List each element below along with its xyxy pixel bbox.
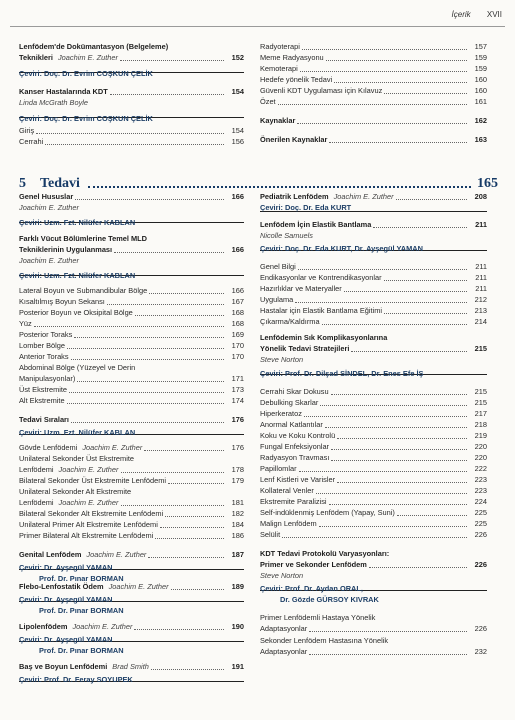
translator-credit bbox=[260, 583, 487, 594]
entry-title: Baş ve Boyun Lenfödemi bbox=[19, 662, 108, 672]
toc-entry[interactable] bbox=[19, 191, 244, 202]
toc-entry[interactable] bbox=[260, 272, 487, 283]
entry-title: Primer Bilateral Alt Ekstremite Lenfödemi bbox=[19, 531, 154, 541]
entry-title: Yüz bbox=[19, 319, 32, 329]
toc-entry[interactable] bbox=[260, 496, 487, 507]
dot-leader bbox=[337, 438, 467, 439]
entry-page-number: 154 bbox=[231, 87, 244, 97]
entry-title: Kısaltılmış Boyun Sekansı bbox=[19, 297, 105, 307]
entry-page-number: 186 bbox=[231, 531, 244, 541]
entry-title: Tedavi Sıraları bbox=[19, 415, 69, 425]
entry-title: Kanser Hastalarında KDT bbox=[19, 87, 108, 97]
entry-page-number: 159 bbox=[474, 53, 487, 63]
entry-title: Çeviri: Prof. Dr. Aydan ORAL, bbox=[260, 584, 363, 594]
entry-title: Meme Radyasyonu bbox=[260, 53, 324, 63]
entry-page-number: 187 bbox=[231, 550, 244, 560]
toc-entry[interactable] bbox=[260, 386, 487, 397]
entry-title: Unilateral Sekonder Üst Ekstremite bbox=[19, 454, 135, 464]
dot-leader bbox=[168, 483, 224, 484]
toc-entry[interactable] bbox=[260, 507, 487, 518]
entry-page-number: 170 bbox=[231, 341, 244, 351]
entry-author: Joachim E. Zuther bbox=[108, 582, 169, 592]
entry-title: Çıkarma/Kaldırma bbox=[260, 317, 320, 327]
toc-entry[interactable] bbox=[260, 305, 487, 316]
entry-page-number: 222 bbox=[474, 464, 487, 474]
translator-credit bbox=[260, 368, 487, 379]
entry-title: Hiperkeratoz bbox=[260, 409, 302, 419]
entry-page-number: 154 bbox=[231, 126, 244, 136]
toc-entry[interactable] bbox=[19, 549, 244, 560]
toc-entry[interactable] bbox=[260, 283, 487, 294]
entry-page-number: 211 bbox=[475, 284, 487, 294]
entry-title: Cerrahi bbox=[19, 137, 44, 147]
entry-title: Debulking Skarlar bbox=[260, 398, 319, 408]
toc-entry[interactable] bbox=[260, 191, 487, 202]
entry-page-number: 225 bbox=[474, 519, 487, 529]
entry-title: Unilateral Primer Alt Ekstremite Lenfödemi bbox=[19, 520, 158, 530]
entry-page-number: 226 bbox=[474, 530, 487, 540]
dot-leader bbox=[67, 348, 224, 349]
toc-text-line bbox=[260, 332, 487, 343]
entry-author: Joachim E. Zuther bbox=[58, 498, 119, 508]
entry-page-number: 225 bbox=[474, 508, 487, 518]
dot-leader bbox=[331, 394, 467, 395]
entry-page-number: 212 bbox=[474, 295, 487, 305]
entry-title: Unilateral Sekonder Alt Ekstremite bbox=[19, 487, 132, 497]
toc-entry[interactable] bbox=[260, 343, 487, 354]
entry-title: Çeviri: Doç. Dr. Eda KURT bbox=[260, 203, 352, 213]
toc-entry[interactable] bbox=[260, 463, 487, 474]
entry-page-number: 152 bbox=[231, 53, 244, 63]
toc-entry[interactable] bbox=[260, 219, 487, 230]
entry-title: Linda McGrath Boyle bbox=[19, 98, 89, 108]
entry-title: Çeviri: Doç. Dr. Evrim COŞKUN ÇELİK bbox=[19, 69, 153, 79]
toc-entry[interactable] bbox=[260, 485, 487, 496]
entry-page-number: 160 bbox=[474, 75, 487, 85]
dot-leader bbox=[134, 629, 224, 630]
dot-leader bbox=[299, 471, 467, 472]
entry-title: Papillomlar bbox=[260, 464, 297, 474]
entry-page-number: 211 bbox=[475, 262, 487, 272]
translator-credit bbox=[19, 594, 244, 605]
dot-leader bbox=[322, 324, 467, 325]
entry-page-number: 159 bbox=[474, 64, 487, 74]
entry-title: Genel Bilgi bbox=[260, 262, 296, 272]
toc-entry[interactable] bbox=[260, 294, 487, 305]
entry-page-number: 189 bbox=[231, 582, 244, 592]
dot-leader bbox=[151, 669, 224, 670]
dot-leader bbox=[344, 291, 467, 292]
toc-text-line bbox=[19, 453, 244, 464]
toc-entry[interactable] bbox=[260, 518, 487, 529]
toc-text-line bbox=[260, 612, 487, 623]
entry-title: Üst Ekstremite bbox=[19, 385, 68, 395]
entry-title: Lateral Boyun ve Submandibular Bölge bbox=[19, 286, 148, 296]
dot-leader bbox=[144, 450, 224, 451]
toc-entry[interactable] bbox=[260, 559, 487, 570]
entry-title: Joachim E. Zuther bbox=[19, 256, 79, 266]
entry-title: Yönelik Tedavi Stratejileri bbox=[260, 344, 350, 354]
entry-title: Steve Norton bbox=[260, 571, 304, 581]
entry-page-number: 178 bbox=[231, 465, 244, 475]
entry-title: Cerrahi Skar Dokusu bbox=[260, 387, 329, 397]
entry-title: Radyasyon Travması bbox=[260, 453, 330, 463]
entry-title: Steve Norton bbox=[260, 355, 304, 365]
entry-title: Özet bbox=[260, 97, 276, 107]
dot-leader bbox=[319, 526, 467, 527]
dot-leader bbox=[369, 567, 467, 568]
entry-title: Teknikleri bbox=[19, 53, 53, 63]
entry-title: Nicolle Samuels bbox=[260, 231, 313, 241]
entry-page-number: 217 bbox=[474, 409, 487, 419]
entry-page-number: 173 bbox=[231, 385, 244, 395]
dot-leader bbox=[67, 403, 224, 404]
entry-title: Primer Lenfödemli Hastaya Yönelik bbox=[260, 613, 376, 623]
dot-leader bbox=[69, 392, 224, 393]
entry-author: Joachim E. Zuther bbox=[86, 550, 147, 560]
toc-text-line bbox=[260, 548, 487, 559]
toc-entry[interactable] bbox=[19, 329, 244, 340]
dot-leader bbox=[397, 515, 467, 516]
entry-title: Çeviri: Uzm. Fzt. Nilüfer KABLAN bbox=[19, 428, 136, 438]
toc-entry[interactable] bbox=[260, 408, 487, 419]
toc-entry[interactable] bbox=[19, 519, 244, 530]
entry-title: Önerilen Kaynaklar bbox=[260, 135, 328, 145]
entry-title: Koku ve Koku Kontrolü bbox=[260, 431, 336, 441]
dot-leader bbox=[114, 252, 224, 253]
entry-page-number: 170 bbox=[231, 352, 244, 362]
toc-entry[interactable] bbox=[19, 318, 244, 329]
entry-page-number: 166 bbox=[231, 245, 244, 255]
entry-page-number: 160 bbox=[474, 86, 487, 96]
entry-title: Lenfödem'de Dokümantasyon (Belgeleme) bbox=[19, 42, 169, 52]
entry-title: Hastalar için Elastik Bantlama Eğitimi bbox=[260, 306, 382, 316]
toc-entry[interactable] bbox=[19, 285, 244, 296]
translator-credit bbox=[19, 270, 244, 281]
toc-entry[interactable] bbox=[19, 497, 244, 508]
translator-credit bbox=[260, 594, 487, 605]
dot-leader bbox=[282, 537, 467, 538]
dot-leader bbox=[384, 313, 467, 314]
dot-leader bbox=[384, 280, 467, 281]
entry-page-number: 190 bbox=[231, 622, 244, 632]
entry-page-number: 169 bbox=[231, 330, 244, 340]
entry-page-number: 174 bbox=[231, 396, 244, 406]
toc-left-column bbox=[19, 0, 244, 720]
entry-page-number: 168 bbox=[231, 319, 244, 329]
entry-title: Lenfödem İçin Elastik Bantlama bbox=[260, 220, 372, 230]
entry-title: Ekstremite Paralizisi bbox=[260, 497, 327, 507]
author-line bbox=[19, 202, 244, 213]
translator-credit bbox=[19, 674, 244, 685]
toc-entry[interactable] bbox=[260, 452, 487, 463]
entry-author: Joachim E. Zuther bbox=[57, 53, 118, 63]
entry-title: Lenfödemi bbox=[19, 498, 54, 508]
dot-leader bbox=[155, 538, 224, 539]
entry-page-number: 163 bbox=[474, 135, 487, 145]
entry-title: Tekniklerinin Uygulanması bbox=[19, 245, 113, 255]
toc-entry[interactable] bbox=[19, 581, 244, 592]
chapter-title: Tedavi bbox=[40, 176, 80, 191]
entry-title: Genel Hususlar bbox=[19, 192, 74, 202]
entry-title: Radyoterapi bbox=[260, 42, 300, 52]
entry-page-number: 223 bbox=[474, 475, 487, 485]
dot-leader bbox=[320, 405, 467, 406]
dot-leader bbox=[171, 589, 224, 590]
dot-leader bbox=[337, 482, 467, 483]
toc-entry[interactable] bbox=[260, 646, 487, 657]
dot-leader bbox=[325, 427, 467, 428]
toc-entry[interactable] bbox=[260, 529, 487, 540]
entry-title: Bilateral Sekonder Alt Ekstremite Lenfödemi bbox=[19, 509, 164, 519]
toc-text-line bbox=[19, 486, 244, 497]
entry-page-number: 161 bbox=[474, 97, 487, 107]
entry-title: Kaynaklar bbox=[260, 116, 296, 126]
dot-leader bbox=[396, 199, 467, 200]
entry-page-number: 167 bbox=[231, 297, 244, 307]
entry-title: Çeviri: Prof. Dr. Feray SOYUPEK bbox=[19, 675, 133, 685]
entry-title: Uygulama bbox=[260, 295, 294, 305]
entry-page-number: 219 bbox=[474, 431, 487, 441]
chapter-page: 165 bbox=[477, 176, 498, 191]
entry-title: Genital Lenfödem bbox=[19, 550, 82, 560]
entry-title: Anormal Katlantılar bbox=[260, 420, 323, 430]
dot-leader bbox=[121, 505, 225, 506]
entry-page-number: 191 bbox=[231, 662, 244, 672]
dot-leader bbox=[74, 337, 224, 338]
entry-page-number: 211 bbox=[475, 220, 487, 230]
entry-page-number: 223 bbox=[474, 486, 487, 496]
page-number: XVII bbox=[486, 10, 502, 19]
author-line bbox=[19, 255, 244, 266]
entry-title: Abdominal Bölge (Yüzeyel ve Derin bbox=[19, 363, 136, 373]
entry-title: Self-indüklenmiş Lenfödem (Yapay, Suni) bbox=[260, 508, 395, 518]
entry-title: Dr. Gözde GÜRSOY KIVRAK bbox=[280, 595, 379, 605]
translator-credit bbox=[19, 645, 244, 656]
entry-title: Kollateral Venler bbox=[260, 486, 314, 496]
entry-page-number: 171 bbox=[231, 374, 244, 384]
toc-entry[interactable] bbox=[19, 307, 244, 318]
toc-text-line bbox=[19, 362, 244, 373]
toc-entry[interactable] bbox=[19, 395, 244, 406]
author-line bbox=[260, 570, 487, 581]
entry-title: Adaptasyonlar bbox=[260, 647, 308, 657]
entry-title: Joachim E. Zuther bbox=[19, 203, 79, 213]
toc-entry[interactable] bbox=[19, 621, 244, 632]
entry-page-number: 208 bbox=[474, 192, 487, 202]
entry-page-number: 226 bbox=[474, 624, 487, 634]
toc-entry[interactable] bbox=[260, 474, 487, 485]
toc-entry[interactable] bbox=[260, 261, 487, 272]
dot-leader bbox=[351, 351, 467, 352]
entry-page-number: 218 bbox=[474, 420, 487, 430]
entry-page-number: 181 bbox=[231, 498, 244, 508]
toc-entry[interactable] bbox=[19, 475, 244, 486]
toc-entry[interactable] bbox=[19, 464, 244, 475]
entry-title: Bilateral Sekonder Üst Ekstremite Lenfödemi bbox=[19, 476, 167, 486]
entry-page-number: 214 bbox=[474, 317, 487, 327]
dot-leader bbox=[71, 422, 224, 423]
entry-page-number: 184 bbox=[231, 520, 244, 530]
entry-title: Hedefe yönelik Tedavi bbox=[260, 75, 333, 85]
entry-title: Alt Ekstremite bbox=[19, 396, 65, 406]
dot-leader bbox=[160, 527, 224, 528]
author-line bbox=[260, 230, 487, 241]
translator-credit bbox=[19, 217, 244, 228]
entry-page-number: 224 bbox=[474, 497, 487, 507]
entry-title: Prof. Dr. Pınar BORMAN bbox=[39, 646, 124, 656]
translator-credit bbox=[19, 427, 244, 438]
entry-page-number: 166 bbox=[231, 286, 244, 296]
entry-title: Lenfödemin Sık Komplikasyonlarına bbox=[260, 333, 388, 343]
entry-page-number: 157 bbox=[474, 42, 487, 52]
entry-title: Güvenli KDT Uygulaması için Kılavuz bbox=[260, 86, 383, 96]
entry-title: Çeviri: Dr. Ayşegül YAMAN bbox=[19, 563, 113, 573]
toc-entry[interactable] bbox=[19, 442, 244, 453]
dot-leader bbox=[331, 449, 467, 450]
entry-title: Çeviri: Dr. Ayşegül YAMAN bbox=[19, 595, 113, 605]
entry-title: Gövde Lenfödemi bbox=[19, 443, 78, 453]
entry-title: Çeviri: Uzm. Fzt. Nilüfer KABLAN bbox=[19, 218, 136, 228]
dot-leader bbox=[298, 269, 467, 270]
entry-title: Malign Lenfödem bbox=[260, 519, 317, 529]
section-title: İçerik bbox=[451, 10, 471, 19]
translator-credit bbox=[19, 605, 244, 616]
toc-text-line bbox=[19, 233, 244, 244]
dot-leader bbox=[77, 381, 224, 382]
toc-entry[interactable] bbox=[19, 530, 244, 541]
dot-leader bbox=[75, 199, 224, 200]
entry-page-number: 176 bbox=[231, 415, 244, 425]
entry-title: Posterior Toraks bbox=[19, 330, 73, 340]
entry-page-number: 182 bbox=[231, 509, 244, 519]
entry-title: Hazırlıklar ve Materyaller bbox=[260, 284, 342, 294]
dot-leader bbox=[149, 293, 224, 294]
dot-leader bbox=[135, 315, 224, 316]
entry-title: Çeviri: Uzm. Fzt. Nilüfer KABLAN bbox=[19, 271, 136, 281]
entry-title: Sekonder Lenfödem Hastasına Yönelik bbox=[260, 636, 389, 646]
entry-page-number: 156 bbox=[231, 137, 244, 147]
toc-entry[interactable] bbox=[19, 296, 244, 307]
dot-leader bbox=[34, 326, 224, 327]
entry-page-number: 220 bbox=[474, 442, 487, 452]
translator-credit bbox=[260, 202, 487, 213]
toc-entry[interactable] bbox=[260, 430, 487, 441]
entry-title: Farklı Vücut Bölümlerine Temel MLD bbox=[19, 234, 147, 244]
entry-title: Pediatrik Lenfödem bbox=[260, 192, 329, 202]
entry-title: Prof. Dr. Pınar BORMAN bbox=[39, 574, 124, 584]
entry-author: Joachim E. Zuther bbox=[82, 443, 143, 453]
entry-title: Adaptasyonlar bbox=[260, 624, 308, 634]
dot-leader bbox=[148, 557, 224, 558]
toc-entry[interactable] bbox=[260, 419, 487, 430]
entry-author: Joachim E. Zuther bbox=[58, 465, 119, 475]
entry-title: Giriş bbox=[19, 126, 35, 136]
toc-entry[interactable] bbox=[19, 508, 244, 519]
entry-title: Endikasyonlar ve Kontrendikasyonlar bbox=[260, 273, 382, 283]
entry-title: Lenfödemi bbox=[19, 465, 54, 475]
dot-leader bbox=[329, 504, 467, 505]
translator-credit bbox=[260, 243, 487, 254]
entry-page-number: 215 bbox=[474, 398, 487, 408]
toc-entry[interactable] bbox=[260, 623, 487, 634]
translator-credit bbox=[19, 562, 244, 573]
entry-page-number: 176 bbox=[231, 443, 244, 453]
author-line bbox=[260, 354, 487, 365]
chapter-number: 5 bbox=[19, 176, 26, 191]
toc-entry[interactable] bbox=[260, 397, 487, 408]
entry-author: Brad Smith bbox=[112, 662, 149, 672]
dot-leader bbox=[309, 654, 467, 655]
entry-page-number: 179 bbox=[231, 476, 244, 486]
entry-title: KDT Tedavi Protokolü Varyasyonları: bbox=[260, 549, 390, 559]
dot-leader bbox=[304, 416, 467, 417]
entry-title: Fungal Enfeksiyonlar bbox=[260, 442, 330, 452]
dot-leader bbox=[331, 460, 467, 461]
toc-entry[interactable] bbox=[19, 244, 244, 255]
toc-entry[interactable] bbox=[19, 340, 244, 351]
dot-leader bbox=[121, 472, 225, 473]
entry-title: Lenf Kistleri ve Varisler bbox=[260, 475, 336, 485]
entry-title: Çeviri: Doç. Dr. Eda KURT, Dr. Ayşegül YAMAN bbox=[260, 244, 423, 254]
entry-title: Primer ve Sekonder Lenfödem bbox=[260, 560, 367, 570]
toc-entry[interactable] bbox=[260, 441, 487, 452]
dot-leader bbox=[71, 359, 224, 360]
entry-title: Lomber Bölge bbox=[19, 341, 66, 351]
dot-leader bbox=[309, 631, 467, 632]
entry-page-number: 226 bbox=[474, 560, 487, 570]
toc-entry[interactable] bbox=[260, 316, 487, 327]
entry-title: Kemoterapi bbox=[260, 64, 298, 74]
entry-title: Anterior Toraks bbox=[19, 352, 69, 362]
entry-page-number: 211 bbox=[475, 273, 487, 283]
dot-leader bbox=[165, 516, 224, 517]
entry-title: Posterior Boyun ve Oksipital Bölge bbox=[19, 308, 133, 318]
entry-author: Joachim E. Zuther bbox=[333, 192, 394, 202]
entry-title: Flebo-Lenfostatik Ödem bbox=[19, 582, 104, 592]
toc-text-line bbox=[260, 635, 487, 646]
entry-title: Çeviri: Dr. Ayşegül YAMAN bbox=[19, 635, 113, 645]
entry-page-number: 162 bbox=[474, 116, 487, 126]
entry-title: Çeviri: Prof. Dr. Dilşad SİNDEL, Dr. Enes Efe İŞ bbox=[260, 369, 424, 379]
dot-leader bbox=[295, 302, 467, 303]
entry-author: Joachim E. Zuther bbox=[72, 622, 133, 632]
dot-leader bbox=[107, 304, 224, 305]
dot-leader bbox=[316, 493, 467, 494]
toc-entry[interactable] bbox=[19, 373, 244, 384]
entry-page-number: 215 bbox=[474, 344, 487, 354]
entry-page-number: 232 bbox=[474, 647, 487, 657]
toc-entry[interactable] bbox=[19, 414, 244, 425]
entry-page-number: 168 bbox=[231, 308, 244, 318]
entry-title: Selülit bbox=[260, 530, 281, 540]
entry-title: Manipulasyonlar) bbox=[19, 374, 76, 384]
toc-entry[interactable] bbox=[19, 351, 244, 362]
entry-title: Çeviri: Doç. Dr. Evrim COŞKUN ÇELİK bbox=[19, 114, 153, 124]
entry-title: Lipolenfödem bbox=[19, 622, 68, 632]
translator-credit bbox=[19, 634, 244, 645]
entry-page-number: 220 bbox=[474, 453, 487, 463]
toc-entry[interactable] bbox=[19, 384, 244, 395]
entry-page-number: 213 bbox=[474, 306, 487, 316]
toc-entry[interactable] bbox=[19, 661, 244, 672]
entry-page-number: 215 bbox=[474, 387, 487, 397]
dot-leader bbox=[373, 227, 467, 228]
entry-page-number: 166 bbox=[231, 192, 244, 202]
toc-right-column bbox=[260, 0, 487, 720]
entry-title: Prof. Dr. Pınar BORMAN bbox=[39, 606, 124, 616]
